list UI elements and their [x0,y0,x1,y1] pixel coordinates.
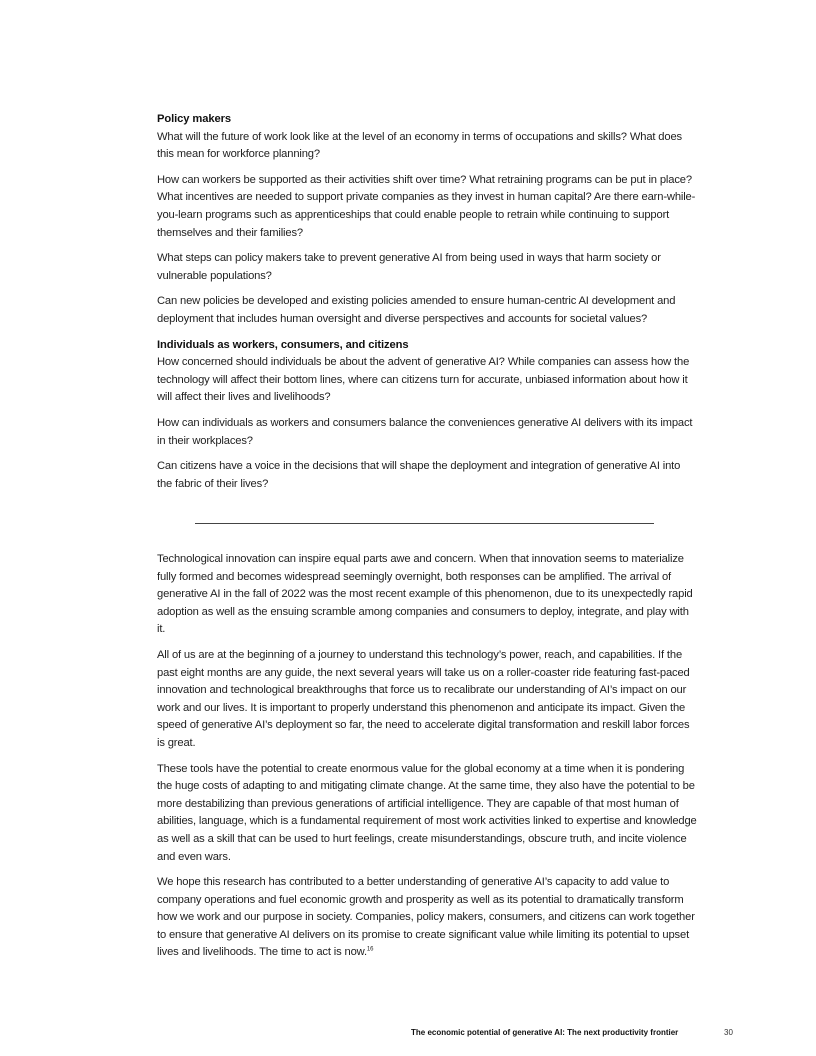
paragraph: Can citizens have a voice in the decisions that will shape the deployment and integration of generative AI into the fabric of their lives? [157,460,681,490]
paragraph: How can individuals as workers and consumers balance the conveniences generative AI delivers with its impact in their workplaces? [157,416,693,447]
final-paragraph-text: We hope this research has contributed to a better understanding of generative AI’s capacity to add value to company operations and fuel economic growth and prosperity as well as its potential to dramatically transform how we work and our purpose in society. Companies, policy makers, consumers, and citizens can work together to ensure that generative AI delivers on its promise to create significant value while limiting its potential to upset lives and livelihoods. The time to act is now. [157,876,695,959]
section-divider [195,523,654,524]
paragraph: These tools have the potential to create enormous value for the global economy at a time when it is pondering the huge costs of adapting to and mitigating climate change. At the same time, they also have the potential to be more destabilizing than previous generations of artificial intelligence. They are capable of that most human of abilities, language, which is a fundamental requirement of most work activities linked to expertise and knowledge as well as a skill that can be used to hurt feelings, create misunderstandings, obscure truth, and incite violence and even wars. [157,762,697,863]
paragraph: How can workers be supported as their activities shift over time? What retraining programs can be put in place? What incentives are needed to support private companies as they invest in human capital? Are there earn-while-you-learn programs such as apprenticeships that could enable people to retrain while continuing to support themselves and their families? [157,173,696,239]
questions-section [157,111,697,501]
paragraph: Can new policies be developed and existing policies amended to ensure human-centric AI development and deployment that includes human oversight and diverse perspectives and accounts for societal values? [157,295,676,325]
section-heading-individuals: Individuals as workers, consumers, and citizens [157,338,409,351]
paragraph: All of us are at the beginning of a journey to understand this technology’s power, reach, and capabilities. If the past eight months are any guide, the next several years will take us on a roller-coaster ride featuring fast-paced innovation and technological breakthroughs that force us to recalibrate our understanding of AI’s impact on our work and our lives. It is important to properly understand this phenomenon and anticipate its impact. Given the speed of generative AI’s deployment so far, the need to accelerate digital transformation and reskill labor forces is great. [157,648,690,749]
footer-report-title: The economic potential of generative AI: The next productivity frontier [411,1028,679,1037]
page-number: 30 [724,1028,733,1037]
final-paragraph [157,874,697,962]
paragraph: How concerned should individuals be about the advent of generative AI? While companies can assess how the technology will affect their bottom lines, where can citizens turn for accurate, unbiased information about how it will affect their lives and livelihoods? [157,356,690,404]
closing-section [157,551,697,970]
section-heading-policy-makers: Policy makers [157,113,231,125]
paragraph: Technological innovation can inspire equal parts awe and concern. When that innovation seems to materialize fully formed and becomes widespread seemingly overnight, both responses can be amplified. The arrival of generative AI in the fall of 2022 was the most recent example of this phenomenon, due to its unexpectedly rapid adoption as well as the ensuing scramble among companies and consumers to deploy, integrate, and play with it. [157,553,693,636]
paragraph: What steps can policy makers take to prevent generative AI from being used in ways that harm society or vulnerable populations? [157,252,661,282]
footnote-reference[interactable]: 16 [366,946,374,953]
paragraph: What will the future of work look like at the level of an economy in terms of occupations and skills? What does this mean for workforce planning? [157,130,682,161]
